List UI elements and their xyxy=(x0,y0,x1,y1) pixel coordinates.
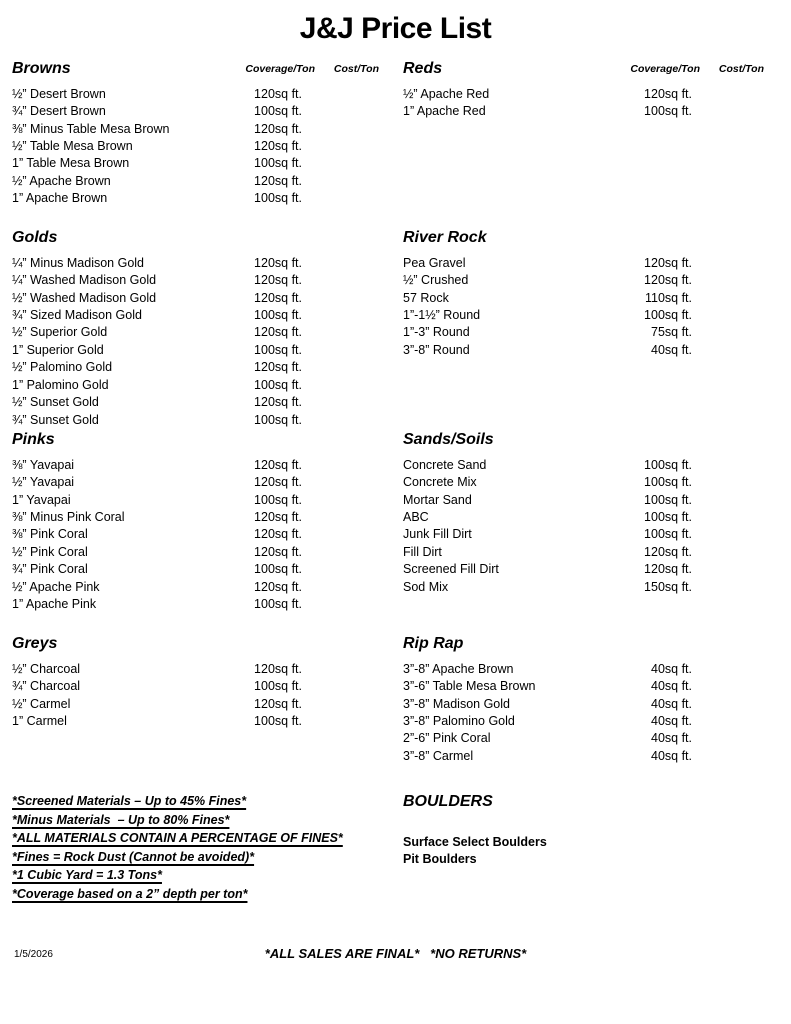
price-row xyxy=(12,120,395,137)
item-name: 1” Table Mesa Brown xyxy=(12,156,130,171)
price-rows-rip-rap xyxy=(403,660,780,765)
section-header-rip-rap xyxy=(403,631,780,653)
item-coverage: 100sq ft. xyxy=(254,191,302,206)
item-coverage: 120sq ft. xyxy=(254,139,302,154)
section-title-rip-rap: Rip Rap xyxy=(403,635,464,652)
footnote-line xyxy=(12,811,395,830)
item-coverage: 120sq ft. xyxy=(644,273,692,288)
section-browns xyxy=(12,56,395,207)
item-coverage: 40sq ft. xyxy=(651,714,692,729)
price-row xyxy=(403,677,780,694)
item-name: 1” Apache Red xyxy=(403,104,486,119)
item-coverage: 100sq ft. xyxy=(644,527,692,542)
item-name: 1” Apache Pink xyxy=(12,597,97,612)
price-rows-golds xyxy=(12,254,395,428)
section-title-golds: Golds xyxy=(12,229,58,246)
item-coverage: 100sq ft. xyxy=(254,308,302,323)
item-name: ¾” Sized Madison Gold xyxy=(12,308,142,323)
item-name: 1” Apache Brown xyxy=(12,191,108,206)
date-label: 1/5/2026 xyxy=(14,949,53,960)
price-row xyxy=(12,102,395,119)
footnote-line xyxy=(12,829,395,848)
section-sands-soils xyxy=(403,427,780,596)
footnote-text: *Fines = Rock Dust (Cannot be avoided)* xyxy=(12,849,255,864)
item-name: Junk Fill Dirt xyxy=(403,527,472,542)
item-name: Mortar Sand xyxy=(403,492,472,507)
item-name: ½” Sunset Gold xyxy=(12,395,99,410)
item-coverage: 120sq ft. xyxy=(644,562,692,577)
price-row xyxy=(12,456,395,473)
item-coverage: 120sq ft. xyxy=(254,173,302,188)
item-coverage: 40sq ft. xyxy=(651,661,692,676)
item-name: ½” Apache Pink xyxy=(12,579,100,594)
item-name: 1” Carmel xyxy=(12,714,67,729)
item-name: ½” Palomino Gold xyxy=(12,360,113,375)
footnotes-list xyxy=(12,792,395,903)
item-name: ¾” Sunset Gold xyxy=(12,412,99,427)
item-name: 2”-6” Pink Coral xyxy=(403,731,491,746)
section-title-boulders: BOULDERS xyxy=(403,793,493,810)
item-coverage: 100sq ft. xyxy=(254,714,302,729)
price-row xyxy=(403,695,780,712)
item-coverage: 120sq ft. xyxy=(254,544,302,559)
price-rows-boulders xyxy=(403,833,780,868)
price-row xyxy=(12,172,395,189)
item-name: Surface Select Boulders xyxy=(403,834,547,849)
item-name: 3”-6” Table Mesa Brown xyxy=(403,679,536,694)
section-reds xyxy=(403,56,780,120)
price-row xyxy=(403,473,780,490)
item-name: ¼” Washed Madison Gold xyxy=(12,273,157,288)
item-name: Pea Gravel xyxy=(403,255,466,270)
item-coverage: 100sq ft. xyxy=(254,104,302,119)
price-rows-reds xyxy=(403,85,780,120)
item-coverage: 120sq ft. xyxy=(644,86,692,101)
item-name: Screened Fill Dirt xyxy=(403,562,499,577)
section-header-boulders xyxy=(403,789,780,811)
item-coverage: 120sq ft. xyxy=(254,255,302,270)
section-title-sands-soils: Sands/Soils xyxy=(403,431,494,448)
item-name: ⅜” Yavapai xyxy=(12,457,75,472)
item-name: 1” Superior Gold xyxy=(12,342,104,357)
item-name: 3”-8” Round xyxy=(403,342,470,357)
item-coverage: 100sq ft. xyxy=(254,562,302,577)
coverage-ton-header: Coverage/Ton xyxy=(245,63,315,75)
item-coverage: 120sq ft. xyxy=(254,510,302,525)
item-name: 1” Palomino Gold xyxy=(12,377,109,392)
item-coverage: 100sq ft. xyxy=(254,492,302,507)
item-name: ¾” Pink Coral xyxy=(12,562,88,577)
item-coverage: 120sq ft. xyxy=(644,255,692,270)
price-rows-river-rock xyxy=(403,254,780,359)
price-row xyxy=(403,850,780,867)
price-row xyxy=(403,730,780,747)
price-row xyxy=(403,271,780,288)
price-row xyxy=(403,543,780,560)
item-name: ½” Table Mesa Brown xyxy=(12,139,133,154)
item-coverage: 40sq ft. xyxy=(651,731,692,746)
price-row xyxy=(12,543,395,560)
price-row xyxy=(12,359,395,376)
price-row xyxy=(403,85,780,102)
item-name: Sod Mix xyxy=(403,579,449,594)
cost-ton-header: Cost/Ton xyxy=(333,63,379,75)
item-name: ½” Charcoal xyxy=(12,661,81,676)
page-footer xyxy=(0,946,791,964)
item-coverage: 120sq ft. xyxy=(254,661,302,676)
item-coverage: 120sq ft. xyxy=(254,527,302,542)
item-coverage: 120sq ft. xyxy=(254,579,302,594)
item-name: ½” Carmel xyxy=(12,696,71,711)
price-row xyxy=(12,712,395,729)
price-row xyxy=(12,341,395,358)
item-coverage: 40sq ft. xyxy=(651,748,692,763)
footnote-text: *Coverage based on a 2” depth per ton* xyxy=(12,886,248,901)
price-row xyxy=(403,102,780,119)
item-name: 1” Yavapai xyxy=(12,492,71,507)
price-rows-browns xyxy=(12,85,395,207)
item-name: ½” Washed Madison Gold xyxy=(12,290,157,305)
item-name: ABC xyxy=(403,510,429,525)
section-rip-rap xyxy=(403,631,780,765)
price-rows-pinks xyxy=(12,456,395,613)
section-greys xyxy=(12,631,395,730)
price-row xyxy=(403,526,780,543)
section-header-reds xyxy=(403,56,780,78)
item-name: ¼” Minus Madison Gold xyxy=(12,255,145,270)
item-name: 3”-8” Apache Brown xyxy=(403,661,514,676)
section-golds xyxy=(12,225,395,428)
item-coverage: 100sq ft. xyxy=(644,475,692,490)
price-row xyxy=(403,660,780,677)
item-name: 1”-1½” Round xyxy=(403,308,481,323)
price-row xyxy=(12,508,395,525)
price-row xyxy=(12,578,395,595)
price-row xyxy=(12,289,395,306)
item-name: 57 Rock xyxy=(403,290,449,305)
price-row xyxy=(12,324,395,341)
item-coverage: 120sq ft. xyxy=(644,544,692,559)
page-title: J&J Price List xyxy=(299,12,492,45)
item-coverage: 120sq ft. xyxy=(254,475,302,490)
item-coverage: 120sq ft. xyxy=(254,325,302,340)
price-row xyxy=(12,695,395,712)
price-row xyxy=(12,561,395,578)
section-header-river-rock xyxy=(403,225,780,247)
price-row xyxy=(12,155,395,172)
item-name: Fill Dirt xyxy=(403,544,442,559)
price-row xyxy=(12,660,395,677)
item-coverage: 110sq ft. xyxy=(644,290,692,305)
item-coverage: 120sq ft. xyxy=(254,86,302,101)
item-coverage: 120sq ft. xyxy=(254,290,302,305)
item-name: ½” Pink Coral xyxy=(12,544,88,559)
item-coverage: 100sq ft. xyxy=(254,377,302,392)
section-header-greys xyxy=(12,631,395,653)
item-coverage: 40sq ft. xyxy=(651,342,692,357)
item-coverage: 100sq ft. xyxy=(644,492,692,507)
footnote-text: *1 Cubic Yard = 1.3 Tons* xyxy=(12,868,162,883)
price-row xyxy=(12,190,395,207)
section-boulders xyxy=(403,789,780,868)
item-coverage: 100sq ft. xyxy=(254,156,302,171)
footnote-text: *ALL MATERIALS CONTAIN A PERCENTAGE OF FINES* xyxy=(12,831,343,846)
item-coverage: 100sq ft. xyxy=(644,308,692,323)
item-coverage: 100sq ft. xyxy=(644,104,692,119)
item-name: ¾” Charcoal xyxy=(12,679,81,694)
price-row xyxy=(403,491,780,508)
price-row xyxy=(12,137,395,154)
item-coverage: 150sq ft. xyxy=(644,579,692,594)
item-name: Concrete Sand xyxy=(403,457,487,472)
price-row xyxy=(403,712,780,729)
price-row xyxy=(12,596,395,613)
price-row xyxy=(12,526,395,543)
footnote-line xyxy=(12,792,395,811)
price-row xyxy=(12,394,395,411)
item-name: ½” Desert Brown xyxy=(12,86,106,101)
item-name: ½” Superior Gold xyxy=(12,325,108,340)
section-header-browns xyxy=(12,56,395,78)
item-coverage: 100sq ft. xyxy=(254,597,302,612)
item-coverage: 40sq ft. xyxy=(651,696,692,711)
left-column xyxy=(12,0,395,1024)
coverage-ton-header: Coverage/Ton xyxy=(630,63,700,75)
price-row xyxy=(12,306,395,323)
item-name: 3”-8” Palomino Gold xyxy=(403,714,515,729)
item-name: ½” Crushed xyxy=(403,273,469,288)
price-row xyxy=(12,473,395,490)
section-title-river-rock: River Rock xyxy=(403,229,487,246)
section-title-greys: Greys xyxy=(12,635,58,652)
price-row xyxy=(403,456,780,473)
price-rows-greys xyxy=(12,660,395,730)
section-pinks xyxy=(12,427,395,613)
item-name: ⅜” Pink Coral xyxy=(12,527,88,542)
price-rows-sands-soils xyxy=(403,456,780,596)
price-row xyxy=(403,341,780,358)
item-name: Pit Boulders xyxy=(403,852,477,867)
price-row xyxy=(403,289,780,306)
item-coverage: 75sq ft. xyxy=(651,325,692,340)
price-row xyxy=(403,324,780,341)
item-name: 1”-3” Round xyxy=(403,325,470,340)
item-coverage: 100sq ft. xyxy=(254,342,302,357)
price-row xyxy=(403,578,780,595)
item-coverage: 120sq ft. xyxy=(254,395,302,410)
price-row xyxy=(12,411,395,428)
item-coverage: 120sq ft. xyxy=(254,360,302,375)
section-title-pinks: Pinks xyxy=(12,431,55,448)
footnote-line xyxy=(12,885,395,904)
item-coverage: 100sq ft. xyxy=(254,412,302,427)
item-name: 3”-8” Carmel xyxy=(403,748,474,763)
section-header-sands-soils xyxy=(403,427,780,449)
price-row xyxy=(403,561,780,578)
price-row xyxy=(12,85,395,102)
section-title-reds: Reds xyxy=(403,60,443,77)
price-row xyxy=(12,677,395,694)
section-header-golds xyxy=(12,225,395,247)
item-coverage: 120sq ft. xyxy=(254,121,302,136)
item-name: ⅜” Minus Pink Coral xyxy=(12,510,125,525)
item-coverage: 100sq ft. xyxy=(644,510,692,525)
item-name: Concrete Mix xyxy=(403,475,477,490)
price-row xyxy=(12,254,395,271)
price-row xyxy=(12,271,395,288)
item-name: ½” Apache Red xyxy=(403,86,490,101)
section-title-browns: Browns xyxy=(12,60,71,77)
section-header-pinks xyxy=(12,427,395,449)
item-name: ⅜” Minus Table Mesa Brown xyxy=(12,121,170,136)
item-coverage: 120sq ft. xyxy=(254,273,302,288)
item-coverage: 120sq ft. xyxy=(254,457,302,472)
price-row xyxy=(403,306,780,323)
price-row xyxy=(403,833,780,850)
item-name: 3”-8” Madison Gold xyxy=(403,696,510,711)
item-coverage: 40sq ft. xyxy=(651,679,692,694)
footnote-line xyxy=(12,866,395,885)
item-name: ½” Yavapai xyxy=(12,475,75,490)
item-name: ¾” Desert Brown xyxy=(12,104,106,119)
footnote-text: *Screened Materials – Up to 45% Fines* xyxy=(12,794,247,809)
price-row xyxy=(12,376,395,393)
item-coverage: 120sq ft. xyxy=(254,696,302,711)
item-name: ½” Apache Brown xyxy=(12,173,111,188)
section-river-rock xyxy=(403,225,780,359)
price-row xyxy=(403,747,780,764)
item-coverage: 100sq ft. xyxy=(254,679,302,694)
footnote-text: *Minus Materials – Up to 80% Fines* xyxy=(12,812,230,827)
price-row xyxy=(12,491,395,508)
item-coverage: 100sq ft. xyxy=(644,457,692,472)
price-row xyxy=(403,508,780,525)
price-row xyxy=(403,254,780,271)
footnote-line xyxy=(12,848,395,867)
right-column xyxy=(403,0,780,1024)
cost-ton-header: Cost/Ton xyxy=(718,63,764,75)
sales-notice: *ALL SALES ARE FINAL* *NO RETURNS* xyxy=(264,946,527,961)
